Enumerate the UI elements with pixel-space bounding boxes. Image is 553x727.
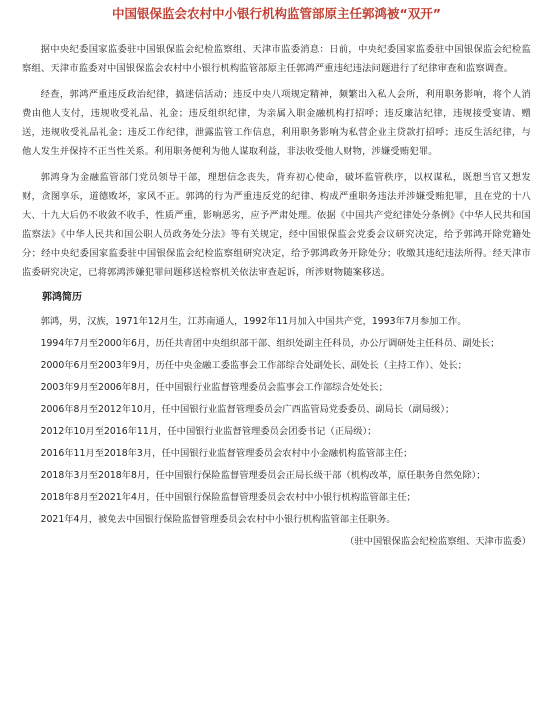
resume-item-6: 2016年11月至2018年3月，任中国银行业监督管理委员会农村中小金融机构监管部主任；	[40, 448, 413, 459]
article-paragraph-2: 经查，郭鸿严重违反政治纪律，搞迷信活动；违反中央八项规定精神，频繁出入私人会所，利用职务影响，将个人消费由他人支付，违规收受礼品、礼金；违反组织纪律，为亲属入职金融机构打招呼；违反廉洁纪律，违规接受宴请、赠送，违规收受礼品礼金；违反工作纪律，泄露监管工作信息，利用职务影响为私营企业主贷款打招呼；违反生活纪律，与他人发生并保持不正当性关系。利用职务便利为他人谋取利益，非法收受他人财物，涉嫌受贿犯罪。	[22, 89, 531, 157]
resume-item-1: 1994年7月至2000年6月，历任共青团中央组织部干部、组织处副主任科员，办公厅调研处主任科员、副处长；	[40, 338, 500, 349]
source-attribution: （驻中国银保监会纪检监察组、天津市监委）	[345, 536, 531, 547]
resume-item-4: 2006年8月至2012年10月，任中国银行业监督管理委员会广西监管局党委委员、副局长（副局级）；	[40, 404, 455, 415]
article-paragraph-3: 郭鸿身为金融监管部门党员领导干部，理想信念丧失，背弃初心使命，破坏监管秩序，以权谋私，既想当官又想发财，贪图享乐，道德败坏，家风不正。郭鸿的行为严重违反党的纪律、构成严重职务违法并涉嫌受贿犯罪，且在党的十八大、十九大后仍不收敛不收手，性质严重，影响恶劣，应予严肃处理。依据《中国共产党纪律处分条例》《中华人民共和国监察法》《中华人民共和国公职人员政务处分法》等有关规定，经中国银保监会党委会议研究决定，给予郭鸿开除党籍处分；经中央纪委国家监委驻中国银保监会纪检监察组研究决定，给予郭鸿政务开除处分；收缴其违纪违法所得。经天津市监委研究决定，已将郭鸿涉嫌犯罪问题移送检察机关依法审查起诉，所涉财物随案移送。	[22, 172, 531, 278]
resume-heading: 郭鸿简历	[42, 292, 82, 303]
resume-item-2: 2000年6月至2003年9月，历任中央金融工委监事会工作部综合处副处长、副处长（主持工作）、处长；	[40, 360, 467, 371]
resume-item-5: 2012年10月至2016年11月，任中国银行业监督管理委员会团委书记（正局级）；	[40, 426, 377, 437]
resume-item-9: 2021年4月，被免去中国银行保险监督管理委员会农村中小银行机构监管部主任职务。	[40, 514, 396, 525]
article-paragraph-1: 据中央纪委国家监委驻中国银保监会纪检监察组、天津市监委消息：日前，中央纪委国家监委驻中国银保监会纪检监察组、天津市监委对中国银保监会农村中小银行机构监管部原主任郭鸿严重违纪违法问题进行了纪律审查和监察调查。	[22, 44, 531, 74]
resume-item-3: 2003年9月至2006年8月，任中国银行业监督管理委员会监事会工作部综合处处长；	[40, 382, 388, 393]
resume-intro: 郭鸿，男，汉族，1971年12月生，江苏南通人，1992年11月加入中国共产党，1993年7月参加工作。	[40, 316, 467, 327]
article-title: 中国银保监会农村中小银行机构监管部原主任郭鸿被“双开”	[112, 6, 441, 21]
resume-item-8: 2018年8月至2021年4月，任中国银行保险监督管理委员会农村中小银行机构监管部主任；	[40, 492, 416, 503]
resume-item-7: 2018年3月至2018年8月，任中国银行保险监督管理委员会正局长级干部（机构改革，原任职务自然免除）；	[40, 470, 486, 481]
